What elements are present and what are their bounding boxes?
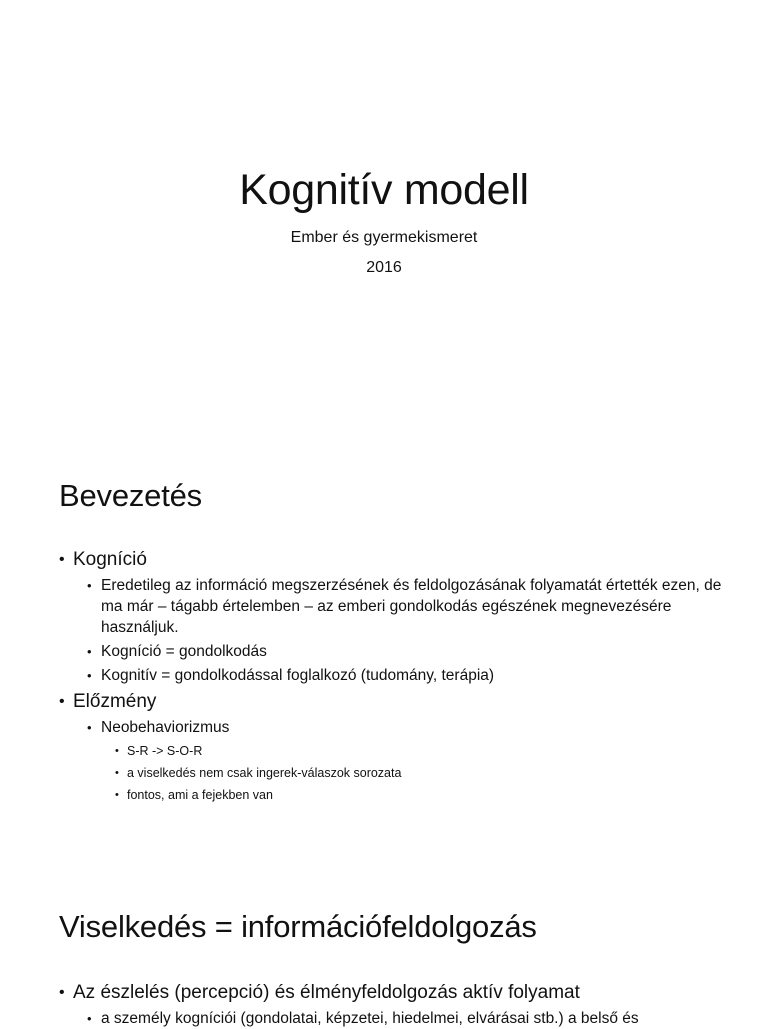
sub-bullet-item	[87, 717, 728, 806]
bullet-list	[59, 981, 728, 1029]
sub-sub-bullet-item: • S-R -> S-O-R	[115, 740, 728, 762]
bullet-list	[59, 548, 728, 806]
sub-bullet-item: • Kogníció = gondolkodás	[87, 641, 728, 662]
sub-bullet-list	[87, 1008, 728, 1029]
bullet-text: Az észlelés (percepció) és élményfeldolgozás aktív folyamat	[73, 982, 580, 1003]
sub-sub-bullet-list	[115, 740, 728, 806]
bullet-text: Előzmény	[73, 691, 157, 712]
slide-subtitle: Ember és gyermekismeret	[290, 229, 478, 246]
slide-heading: Viselkedés = információfeldolgozás	[59, 909, 537, 944]
intro-slide	[0, 440, 768, 880]
slide-title: Kognitív modell	[239, 166, 529, 214]
title-slide	[0, 0, 768, 440]
sub-bullet-list	[87, 575, 728, 686]
sub-sub-bullet-item: • fontos, ami a fejekben van	[115, 784, 728, 806]
bullet-item	[59, 981, 728, 1029]
bullet-item	[59, 690, 728, 806]
processing-slide	[0, 880, 768, 1027]
slide-year: 2016	[366, 259, 402, 276]
sub-bullet-item: • Kognitív = gondolkodással foglalkozó (tudomány, terápia)	[87, 665, 728, 686]
sub-bullet-item: • Eredetileg az információ megszerzésének és feldolgozásának folyamatát értették ezen, de ma már – tágabb értelemben – az emberi gondolkodás egészének megnevezésére használjuk.	[87, 575, 728, 638]
bullet-item	[59, 548, 728, 686]
sub-bullet-text: Neobehaviorizmus	[101, 719, 230, 736]
slide-heading: Bevezetés	[59, 478, 202, 513]
bullet-text: Kogníció	[73, 549, 147, 570]
sub-sub-bullet-item: • a viselkedés nem csak ingerek-válaszok sorozata	[115, 762, 728, 784]
sub-bullet-list	[87, 717, 728, 806]
sub-bullet-item: • a személy kogníciói (gondolatai, képzetei, hiedelmei, elvárásai stb.) a belső és	[87, 1008, 728, 1029]
